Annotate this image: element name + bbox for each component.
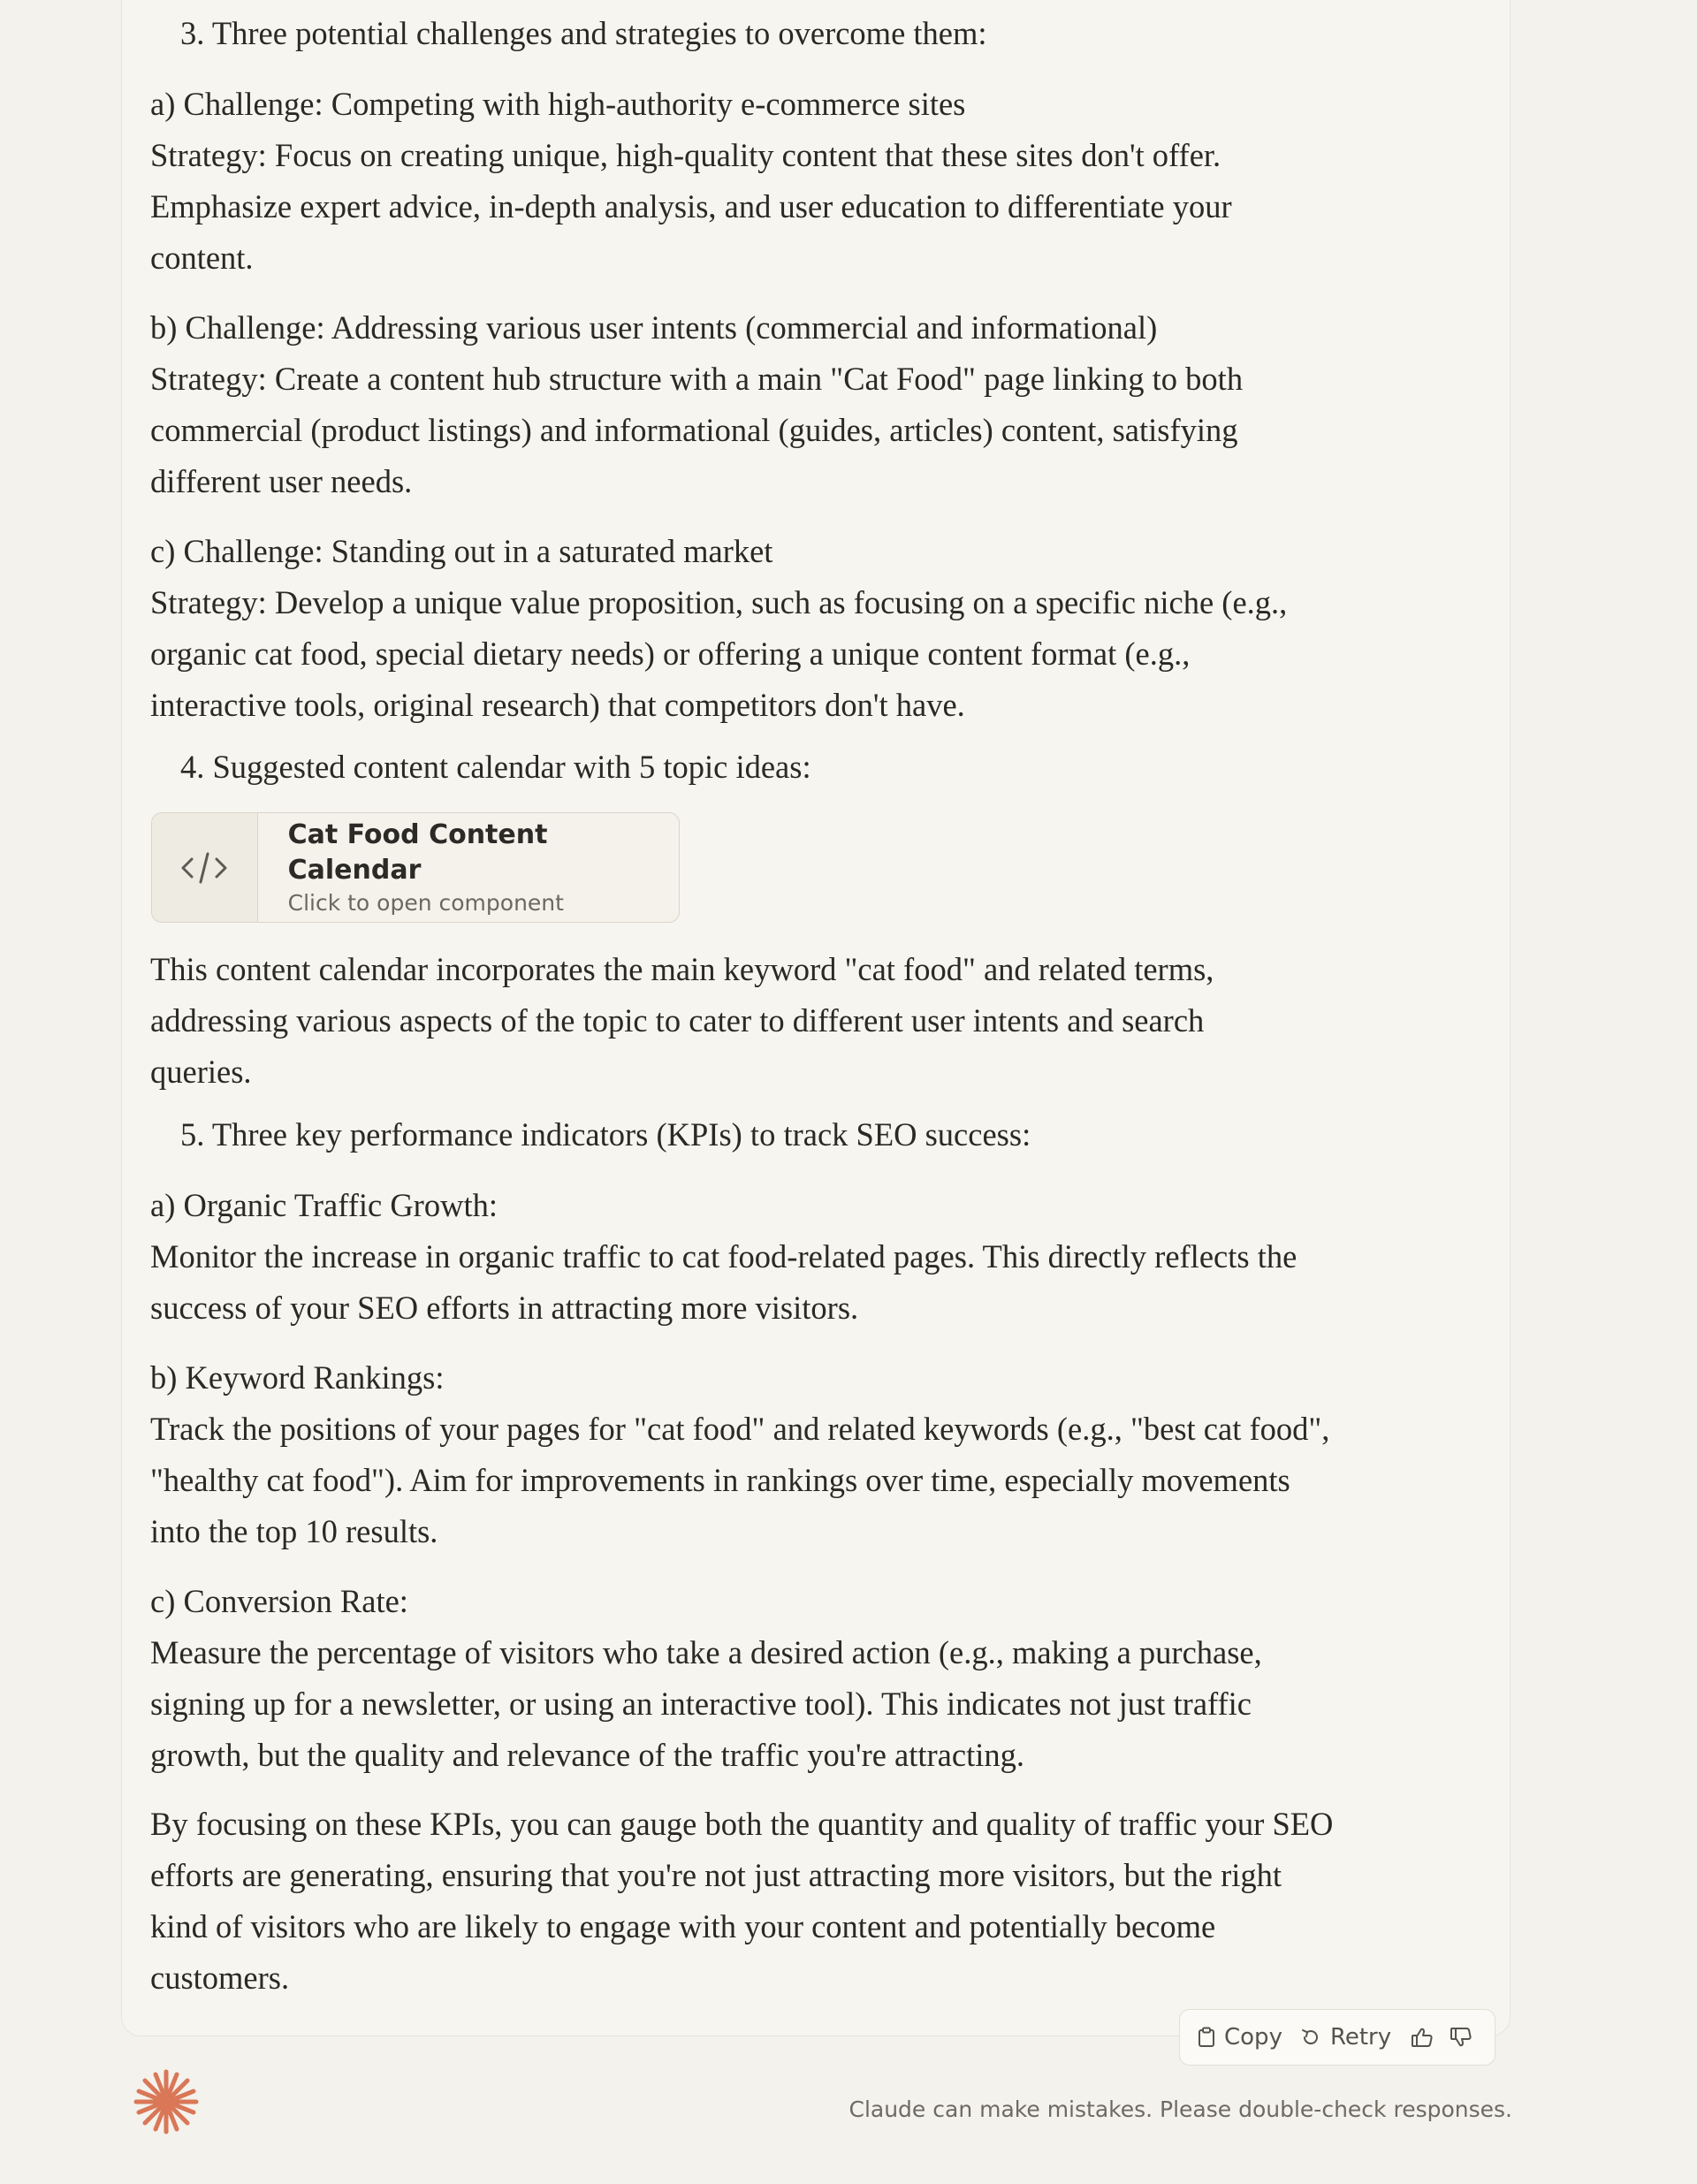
kpi-c: c) Conversion Rate: Measure the percentage of visitors who take a desired action (e.g., making a purchase, signing up for a newsletter, or using an interactive tool). This indicates not just traffic growth, but the quality and relevance of the traffic you're attracting. xyxy=(150,1576,1441,1781)
clipboard-icon xyxy=(1198,2027,1215,2048)
artifact-subtitle: Click to open component xyxy=(287,889,564,916)
thumbs-up-icon xyxy=(1411,2027,1434,2048)
kpi-b-title: b) Keyword Rankings: xyxy=(150,1359,445,1396)
disclaimer-text: Claude can make mistakes. Please double-check responses. xyxy=(848,2096,1512,2122)
calendar-note: This content calendar incorporates the main keyword "cat food" and related terms, addressing various aspects of the topic to cater to different user intents and search queries. xyxy=(150,951,1214,1090)
kpi-c-title: c) Conversion Rate: xyxy=(150,1583,408,1619)
challenge-a: a) Challenge: Competing with high-authority e-commerce sites Strategy: Focus on creating unique, high-quality content that these sites don't offer. Emphasize expert advice, in-depth analysis, and user education to differentiate your content. xyxy=(150,79,1441,284)
copy-button[interactable] xyxy=(1198,2024,1282,2051)
artifact-card-content-calendar[interactable] xyxy=(151,812,680,923)
challenge-a-title: a) Challenge: Competing with high-authority e-commerce sites xyxy=(150,86,966,122)
kpi-b: b) Keyword Rankings: Track the positions of your pages for "cat food" and related keywords (e.g., "best cat food", "healthy cat food"). Aim for improvements in rankings over time, especially movements into the top 10 results. xyxy=(150,1352,1441,1557)
artifact-title: Cat Food Content Calendar xyxy=(287,818,548,886)
message-action-bar xyxy=(1179,2009,1495,2066)
kpi-a-title: a) Organic Traffic Growth: xyxy=(150,1187,498,1223)
artifact-text xyxy=(258,813,679,922)
challenge-b: b) Challenge: Addressing various user intents (commercial and informational) Strategy: Create a content hub structure with a main "Cat Food" page linking to both commercial (product listings) and informational (guides, articles) content, satisfying different user needs. xyxy=(150,302,1441,507)
challenge-c-title: c) Challenge: Standing out in a saturated market xyxy=(150,533,773,569)
code-icon xyxy=(179,848,229,887)
section-4-heading: 4. Suggested content calendar with 5 topic ideas: xyxy=(180,749,811,785)
retry-icon xyxy=(1300,2027,1321,2048)
thumbs-up-button[interactable] xyxy=(1411,2027,1434,2048)
retry-button[interactable] xyxy=(1300,2024,1391,2051)
challenge-b-title: b) Challenge: Addressing various user intents (commercial and informational) xyxy=(150,309,1158,346)
copy-label: Copy xyxy=(1224,2024,1282,2051)
claude-logo-icon xyxy=(133,2068,200,2135)
challenge-c: c) Challenge: Standing out in a saturated market Strategy: Develop a unique value proposition, such as focusing on a specific niche (e.g., organic cat food, special dietary needs) or offering a unique content format (e.g., interactive tools, original research) that competitors don't have. xyxy=(150,526,1441,731)
conclusion: By focusing on these KPIs, you can gauge both the quantity and quality of traffic your SEO efforts are generating, ensuring that you're not just attracting more visitors, but the right kind of visitors who are likely to engage with your content and potentially become customers. xyxy=(150,1806,1334,1996)
thumbs-down-button[interactable] xyxy=(1450,2027,1473,2048)
retry-label: Retry xyxy=(1329,2024,1392,2051)
artifact-icon-box xyxy=(152,813,258,922)
thumbs-down-icon xyxy=(1450,2027,1473,2048)
section-5-heading: 5. Three key performance indicators (KPIs) to track SEO success: xyxy=(180,1116,1031,1153)
kpi-a: a) Organic Traffic Growth: Monitor the increase in organic traffic to cat food-related pages. This directly reflects the success of your SEO efforts in attracting more visitors. xyxy=(150,1180,1441,1334)
section-3-heading: 3. Three potential challenges and strategies to overcome them: xyxy=(180,15,987,51)
